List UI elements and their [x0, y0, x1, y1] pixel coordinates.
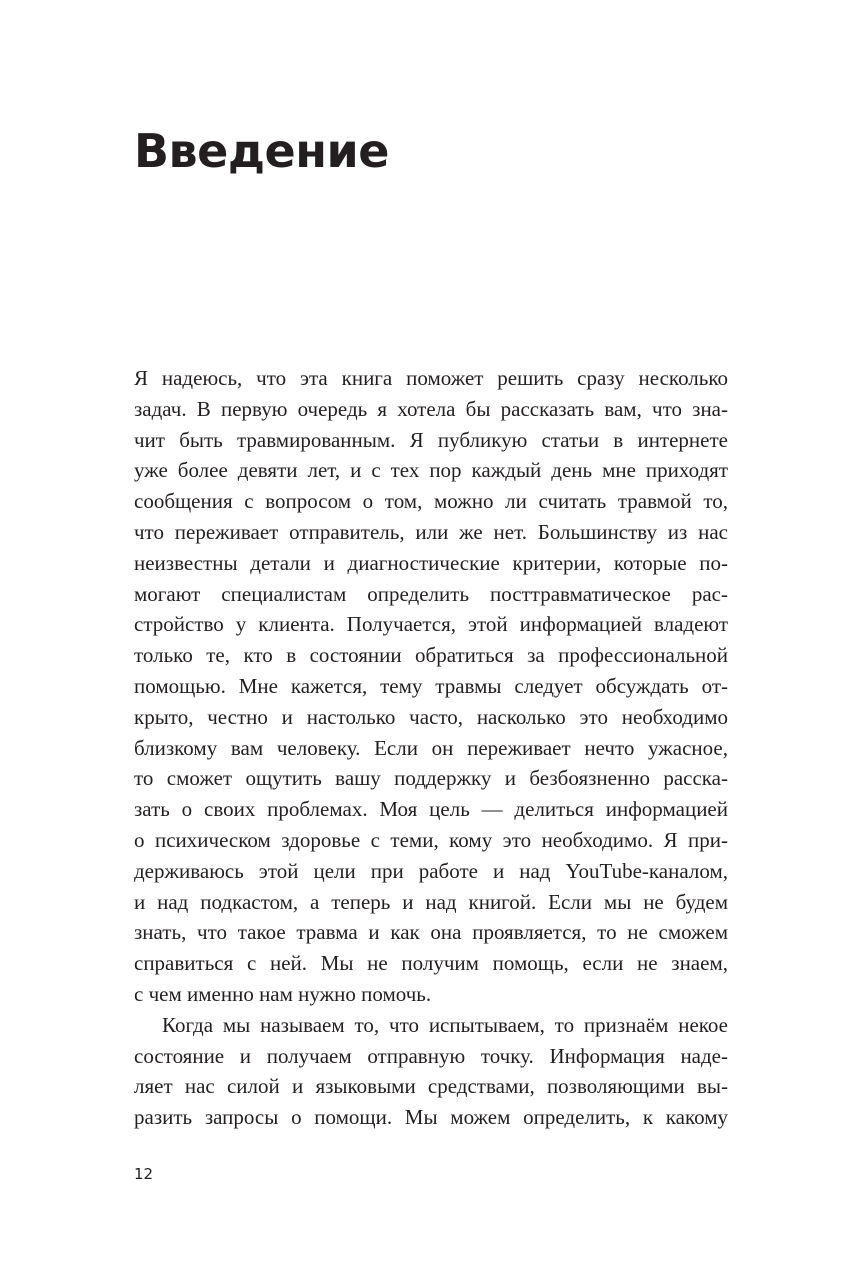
text-line: помощью. Мне кажется, тему травмы следует обсуждать от-: [134, 673, 728, 698]
text-line: уже более девяти лет, и с тех пор каждый день мне приходят: [134, 458, 728, 483]
paragraph-1: [134, 363, 728, 1010]
text-line: Когда мы называем то, что испытываем, то признаём некое: [162, 1012, 728, 1037]
text-line: с чем именно нам нужно помочь.: [134, 981, 432, 1006]
text-line: держиваюсь этой цели при работе и над YouTube-каналом,: [134, 858, 728, 883]
text-line: знать, что такое травма и как она проявляется, то не сможем: [134, 920, 728, 945]
page-number: 12: [134, 1165, 154, 1183]
text-line: разить запросы о помощи. Мы можем определить, к какому: [134, 1105, 728, 1130]
text-line: стройство у клиента. Получается, этой информацией владеют: [134, 612, 728, 637]
text-line: ляет нас силой и языковыми средствами, позволяющими вы-: [134, 1074, 728, 1099]
text-line: о психическом здоровье с теми, кому это необходимо. Я при-: [134, 827, 728, 852]
text-line: только те, кто в состоянии обратиться за профессиональной: [134, 643, 728, 668]
text-line: то сможет ощутить вашу поддержку и безбоязненно расска-: [134, 766, 728, 791]
text-line: близкому вам человеку. Если он переживает нечто ужасное,: [134, 735, 728, 760]
text-line: сообщения с вопросом о том, можно ли считать травмой то,: [134, 489, 728, 514]
body-text: [134, 363, 728, 1133]
chapter-title: Введение: [134, 124, 389, 178]
text-line: неизвестны детали и диагностические критерии, которые по-: [134, 550, 728, 575]
text-line: и над подкастом, а теперь и над книгой. Если мы не будем: [134, 889, 728, 914]
text-line: могают специалистам определить посттравматическое рас-: [134, 581, 728, 606]
text-line: чит быть травмированным. Я публикую статьи в интернете: [134, 427, 728, 452]
text-line: задач. В первую очередь я хотела бы рассказать вам, что зна-: [134, 396, 728, 421]
text-line: крыто, честно и настолько часто, насколько это необходимо: [134, 704, 728, 729]
text-line: зать о своих проблемах. Моя цель — делиться информацией: [134, 797, 728, 822]
text-line: справиться с ней. Мы не получим помощь, если не знаем,: [134, 951, 728, 976]
paragraph-2: [134, 1010, 728, 1133]
text-line: состояние и получаем отправную точку. Информация наде-: [134, 1043, 728, 1068]
text-line: что переживает отправитель, или же нет. Большинству из нас: [134, 519, 728, 544]
text-line: Я надеюсь, что эта книга поможет решить сразу несколько: [134, 366, 728, 390]
